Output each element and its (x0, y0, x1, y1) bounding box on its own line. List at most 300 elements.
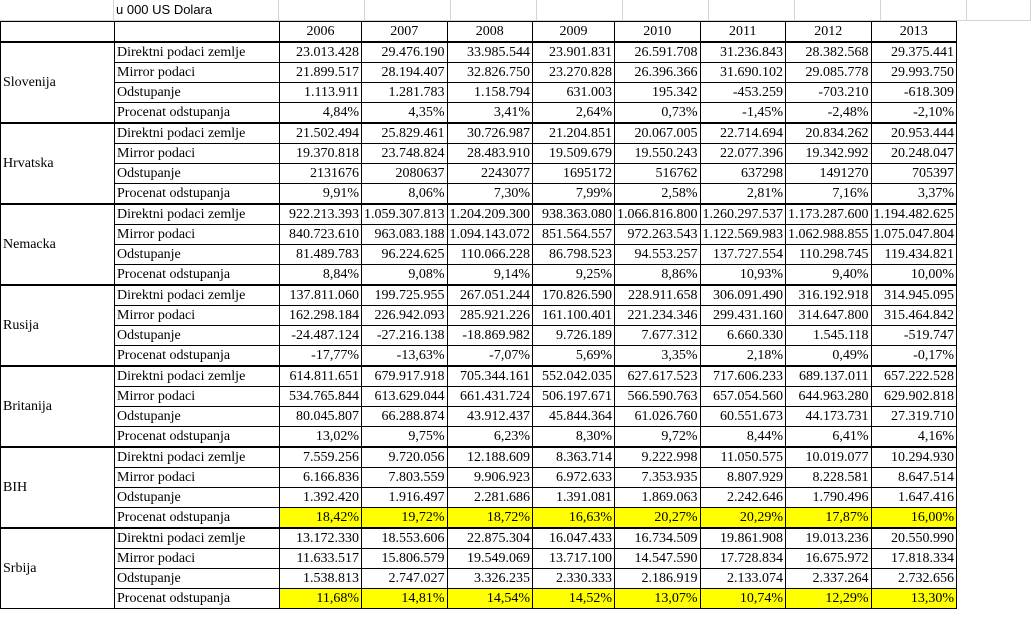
table-row (1, 225, 957, 245)
value-cell[interactable]: 12.188.609 (447, 447, 533, 468)
year-header[interactable]: 2011 (700, 22, 786, 43)
value-cell[interactable]: 226.942.093 (362, 306, 448, 326)
highlighted-value-cell[interactable]: 18,42% (280, 508, 362, 529)
value-cell[interactable]: 32.826.750 (447, 63, 533, 83)
value-cell[interactable]: 2.242.646 (700, 488, 786, 508)
value-cell[interactable]: 314.647.800 (786, 306, 872, 326)
row-label-cell[interactable]: Mirror podaci (115, 144, 280, 164)
row-label-cell[interactable]: Direktni podaci zemlje (115, 204, 280, 225)
highlighted-value-cell[interactable]: 10,74% (700, 589, 786, 609)
value-cell[interactable]: 137.811.060 (280, 285, 362, 306)
value-cell[interactable]: 657.222.528 (871, 366, 957, 387)
value-cell[interactable]: 6.972.633 (533, 468, 615, 488)
value-cell[interactable]: 4,84% (280, 103, 362, 124)
grid-cell[interactable] (279, 0, 365, 21)
value-cell[interactable]: 6,41% (786, 427, 872, 448)
value-cell[interactable]: 1.059.307.813 (362, 204, 448, 225)
value-cell[interactable]: 7.803.559 (362, 468, 448, 488)
value-cell[interactable]: 314.945.095 (871, 285, 957, 306)
value-cell[interactable]: -17,77% (280, 346, 362, 367)
value-cell[interactable]: 267.051.244 (447, 285, 533, 306)
value-cell[interactable]: 2243077 (447, 164, 533, 184)
value-cell[interactable]: 5,69% (533, 346, 615, 367)
row-label-cell[interactable]: Mirror podaci (115, 549, 280, 569)
value-cell[interactable]: 7,30% (447, 184, 533, 205)
value-cell[interactable]: 2.747.027 (362, 569, 448, 589)
value-cell[interactable]: 8,06% (362, 184, 448, 205)
grid-cell[interactable] (537, 0, 623, 21)
value-cell[interactable]: 1.194.482.625 (871, 204, 957, 225)
value-cell[interactable]: 23.748.824 (362, 144, 448, 164)
value-cell[interactable]: 0,49% (786, 346, 872, 367)
highlighted-value-cell[interactable]: 16,00% (871, 508, 957, 529)
value-cell[interactable]: 10.294.930 (871, 447, 957, 468)
value-cell[interactable]: 137.727.554 (700, 245, 786, 265)
value-cell[interactable]: 61.026.760 (615, 407, 701, 427)
value-cell[interactable]: 1.869.063 (615, 488, 701, 508)
value-cell[interactable]: 16.734.509 (615, 528, 701, 549)
value-cell[interactable]: -519.747 (871, 326, 957, 346)
value-cell[interactable]: 26.396.366 (615, 63, 701, 83)
value-cell[interactable]: 9.726.189 (533, 326, 615, 346)
value-cell[interactable]: 7,99% (533, 184, 615, 205)
value-cell[interactable]: 9,75% (362, 427, 448, 448)
value-cell[interactable]: 679.917.918 (362, 366, 448, 387)
value-cell[interactable]: 644.963.280 (786, 387, 872, 407)
value-cell[interactable]: 17.728.834 (700, 549, 786, 569)
value-cell[interactable]: 9,72% (615, 427, 701, 448)
value-cell[interactable]: 1.392.420 (280, 488, 362, 508)
value-cell[interactable]: 110.298.745 (786, 245, 872, 265)
value-cell[interactable]: 299.431.160 (700, 306, 786, 326)
country-cell[interactable]: Britanija (1, 366, 115, 447)
value-cell[interactable]: 506.197.671 (533, 387, 615, 407)
value-cell[interactable]: 13,02% (280, 427, 362, 448)
value-cell[interactable]: 552.042.035 (533, 366, 615, 387)
value-cell[interactable]: 3.326.235 (447, 569, 533, 589)
value-cell[interactable]: 29.476.190 (362, 42, 448, 63)
row-label-cell[interactable]: Mirror podaci (115, 63, 280, 83)
value-cell[interactable]: 8.363.714 (533, 447, 615, 468)
value-cell[interactable]: 23.270.828 (533, 63, 615, 83)
value-cell[interactable]: 14.547.590 (615, 549, 701, 569)
value-cell[interactable]: 2,81% (700, 184, 786, 205)
value-cell[interactable]: 19.549.069 (447, 549, 533, 569)
table-row (1, 407, 957, 427)
value-cell[interactable]: 9,14% (447, 265, 533, 286)
value-cell[interactable]: 2.732.656 (871, 569, 957, 589)
highlighted-value-cell[interactable]: 19,72% (362, 508, 448, 529)
table-row (1, 447, 957, 468)
value-cell[interactable]: 1.916.497 (362, 488, 448, 508)
table-row (1, 63, 957, 83)
value-cell[interactable]: 25.829.461 (362, 123, 448, 144)
value-cell[interactable]: 19.509.679 (533, 144, 615, 164)
value-cell[interactable]: 19.013.236 (786, 528, 872, 549)
value-cell[interactable]: 162.298.184 (280, 306, 362, 326)
value-cell[interactable]: 21.502.494 (280, 123, 362, 144)
row-label-cell[interactable]: Procenat odstupanja (115, 103, 280, 124)
value-cell[interactable]: 8,86% (615, 265, 701, 286)
value-cell[interactable]: 4,35% (362, 103, 448, 124)
value-cell[interactable]: 1.094.143.072 (447, 225, 533, 245)
value-cell[interactable]: 2.133.074 (700, 569, 786, 589)
country-cell[interactable]: Srbija (1, 528, 115, 609)
table-row (1, 245, 957, 265)
value-cell[interactable]: 20.248.047 (871, 144, 957, 164)
value-cell[interactable]: 7.559.256 (280, 447, 362, 468)
value-cell[interactable]: 22.875.304 (447, 528, 533, 549)
value-cell[interactable]: 195.342 (615, 83, 701, 103)
value-cell[interactable]: 8,84% (280, 265, 362, 286)
value-cell[interactable]: 19.550.243 (615, 144, 701, 164)
value-cell[interactable]: 9,25% (533, 265, 615, 286)
value-cell[interactable]: 8.647.514 (871, 468, 957, 488)
value-cell[interactable]: 28.194.407 (362, 63, 448, 83)
value-cell[interactable]: 1.545.118 (786, 326, 872, 346)
value-cell[interactable]: 21.899.517 (280, 63, 362, 83)
value-cell[interactable]: 1.066.816.800 (615, 204, 701, 225)
value-cell[interactable]: -2,10% (871, 103, 957, 124)
value-cell[interactable]: 1695172 (533, 164, 615, 184)
value-cell[interactable]: 6.166.836 (280, 468, 362, 488)
table-row (1, 184, 957, 205)
value-cell[interactable]: 657.054.560 (700, 387, 786, 407)
country-cell[interactable]: Rusija (1, 285, 115, 366)
year-header-row (1, 22, 957, 43)
value-cell[interactable]: 534.765.844 (280, 387, 362, 407)
value-cell[interactable]: 4,16% (871, 427, 957, 448)
value-cell[interactable]: 30.726.987 (447, 123, 533, 144)
table-row (1, 265, 957, 286)
value-cell[interactable]: 29.375.441 (871, 42, 957, 63)
grid-cell[interactable] (709, 0, 795, 21)
grid-cell[interactable] (451, 0, 537, 21)
value-cell[interactable]: 15.806.579 (362, 549, 448, 569)
value-cell[interactable]: 9,40% (786, 265, 872, 286)
value-cell[interactable]: 27.319.710 (871, 407, 957, 427)
value-cell[interactable]: 31.236.843 (700, 42, 786, 63)
value-cell[interactable]: 629.902.818 (871, 387, 957, 407)
value-cell[interactable]: 516762 (615, 164, 701, 184)
value-cell[interactable]: -618.309 (871, 83, 957, 103)
value-cell[interactable]: 22.714.694 (700, 123, 786, 144)
value-cell[interactable]: -24.487.124 (280, 326, 362, 346)
value-cell[interactable]: 20.550.990 (871, 528, 957, 549)
value-cell[interactable]: 2.281.686 (447, 488, 533, 508)
highlighted-value-cell[interactable]: 20,29% (700, 508, 786, 529)
value-cell[interactable]: 627.617.523 (615, 366, 701, 387)
value-cell[interactable]: -1,45% (700, 103, 786, 124)
value-cell[interactable]: 20.067.005 (615, 123, 701, 144)
value-cell[interactable]: 0,73% (615, 103, 701, 124)
value-cell[interactable]: 28.483.910 (447, 144, 533, 164)
row-label-cell[interactable]: Direktni podaci zemlje (115, 123, 280, 144)
value-cell[interactable]: 11.050.575 (700, 447, 786, 468)
value-cell[interactable]: 972.263.543 (615, 225, 701, 245)
value-cell[interactable]: 8.807.929 (700, 468, 786, 488)
value-cell[interactable]: 170.826.590 (533, 285, 615, 306)
highlighted-value-cell[interactable]: 14,54% (447, 589, 533, 609)
value-cell[interactable]: 10,00% (871, 265, 957, 286)
value-cell[interactable]: 1.538.813 (280, 569, 362, 589)
value-cell[interactable]: 18.553.606 (362, 528, 448, 549)
value-cell[interactable]: 2.330.333 (533, 569, 615, 589)
value-cell[interactable]: 631.003 (533, 83, 615, 103)
highlighted-value-cell[interactable]: 20,27% (615, 508, 701, 529)
value-cell[interactable]: 306.091.490 (700, 285, 786, 306)
row-label-cell[interactable]: Mirror podaci (115, 387, 280, 407)
table-row (1, 528, 957, 549)
value-cell[interactable]: 3,35% (615, 346, 701, 367)
value-cell[interactable]: 80.045.807 (280, 407, 362, 427)
value-cell[interactable]: 10,93% (700, 265, 786, 286)
value-cell[interactable]: 689.137.011 (786, 366, 872, 387)
value-cell[interactable]: 161.100.401 (533, 306, 615, 326)
year-header[interactable]: 2007 (362, 22, 448, 43)
value-cell[interactable]: 13.172.330 (280, 528, 362, 549)
title-row (0, 0, 1031, 22)
table-row (1, 123, 957, 144)
value-cell[interactable]: 1.062.988.855 (786, 225, 872, 245)
value-cell[interactable]: 9,91% (280, 184, 362, 205)
row-label-cell[interactable]: Procenat odstupanja (115, 346, 280, 367)
table-row (1, 366, 957, 387)
value-cell[interactable]: -18.869.982 (447, 326, 533, 346)
value-cell[interactable]: 228.911.658 (615, 285, 701, 306)
value-cell[interactable]: 1.790.496 (786, 488, 872, 508)
year-header[interactable]: 2009 (533, 22, 615, 43)
value-cell[interactable]: 8.228.581 (786, 468, 872, 488)
country-cell[interactable]: Hrvatska (1, 123, 115, 204)
value-cell[interactable]: 1.281.783 (362, 83, 448, 103)
value-cell[interactable]: 7.353.935 (615, 468, 701, 488)
row-label-cell[interactable]: Odstupanje (115, 83, 280, 103)
table-row (1, 387, 957, 407)
value-cell[interactable]: 9.222.998 (615, 447, 701, 468)
header-blank-cell[interactable] (1, 22, 115, 43)
row-label-cell[interactable]: Direktni podaci zemlje (115, 447, 280, 468)
year-header[interactable]: 2012 (786, 22, 872, 43)
value-cell[interactable]: 19.342.992 (786, 144, 872, 164)
value-cell[interactable]: -2,48% (786, 103, 872, 124)
value-cell[interactable]: 13.717.100 (533, 549, 615, 569)
value-cell[interactable]: 614.811.651 (280, 366, 362, 387)
value-cell[interactable]: 110.066.228 (447, 245, 533, 265)
table-row (1, 144, 957, 164)
row-label-cell[interactable]: Odstupanje (115, 326, 280, 346)
grid-cell[interactable] (623, 0, 709, 21)
country-cell[interactable]: Slovenija (1, 42, 115, 123)
value-cell[interactable]: 43.912.437 (447, 407, 533, 427)
value-cell[interactable]: 1.173.287.600 (786, 204, 872, 225)
grid-cell[interactable] (0, 0, 114, 21)
year-header[interactable]: 2013 (871, 22, 957, 43)
table-row (1, 306, 957, 326)
value-cell[interactable]: 9.906.923 (447, 468, 533, 488)
value-cell[interactable]: 922.213.393 (280, 204, 362, 225)
value-cell[interactable]: 221.234.346 (615, 306, 701, 326)
value-cell[interactable]: 6.660.330 (700, 326, 786, 346)
value-cell[interactable]: 1.391.081 (533, 488, 615, 508)
row-label-cell[interactable]: Odstupanje (115, 245, 280, 265)
value-cell[interactable]: 8,44% (700, 427, 786, 448)
highlighted-value-cell[interactable]: 16,63% (533, 508, 615, 529)
value-cell[interactable]: 22.077.396 (700, 144, 786, 164)
highlighted-value-cell[interactable]: 17,87% (786, 508, 872, 529)
value-cell[interactable]: 3,41% (447, 103, 533, 124)
value-cell[interactable]: 2.186.919 (615, 569, 701, 589)
value-cell[interactable]: 1.158.794 (447, 83, 533, 103)
value-cell[interactable]: 19.861.908 (700, 528, 786, 549)
row-label-cell[interactable]: Mirror podaci (115, 468, 280, 488)
value-cell[interactable]: 16.047.433 (533, 528, 615, 549)
row-label-cell[interactable]: Mirror podaci (115, 225, 280, 245)
row-label-cell[interactable]: Odstupanje (115, 164, 280, 184)
value-cell[interactable]: -27.216.138 (362, 326, 448, 346)
value-cell[interactable]: 119.434.821 (871, 245, 957, 265)
value-cell[interactable]: 613.629.044 (362, 387, 448, 407)
value-cell[interactable]: 2080637 (362, 164, 448, 184)
value-cell[interactable]: 661.431.724 (447, 387, 533, 407)
row-label-cell[interactable]: Odstupanje (115, 488, 280, 508)
value-cell[interactable]: 9.720.056 (362, 447, 448, 468)
value-cell[interactable]: 7.677.312 (615, 326, 701, 346)
value-cell[interactable]: 44.173.731 (786, 407, 872, 427)
value-cell[interactable]: 566.590.763 (615, 387, 701, 407)
row-label-cell[interactable]: Procenat odstupanja (115, 508, 280, 529)
highlighted-value-cell[interactable]: 13,30% (871, 589, 957, 609)
value-cell[interactable]: -13,63% (362, 346, 448, 367)
highlighted-value-cell[interactable]: 13,07% (615, 589, 701, 609)
grid-cell[interactable] (795, 0, 881, 21)
value-cell[interactable]: 10.019.077 (786, 447, 872, 468)
highlighted-value-cell[interactable]: 18,72% (447, 508, 533, 529)
value-cell[interactable]: 17.818.334 (871, 549, 957, 569)
row-label-cell[interactable]: Mirror podaci (115, 306, 280, 326)
value-cell[interactable]: 717.606.233 (700, 366, 786, 387)
table-body (1, 42, 957, 609)
year-header[interactable]: 2006 (280, 22, 362, 43)
row-label-cell[interactable]: Procenat odstupanja (115, 184, 280, 205)
value-cell[interactable]: 66.288.874 (362, 407, 448, 427)
value-cell[interactable]: -0,17% (871, 346, 957, 367)
value-cell[interactable]: 2.337.264 (786, 569, 872, 589)
value-cell[interactable]: 2,64% (533, 103, 615, 124)
year-header[interactable]: 2008 (447, 22, 533, 43)
value-cell[interactable]: 28.382.568 (786, 42, 872, 63)
value-cell[interactable]: 96.224.625 (362, 245, 448, 265)
highlighted-value-cell[interactable]: 14,52% (533, 589, 615, 609)
value-cell[interactable]: 29.085.778 (786, 63, 872, 83)
table-row (1, 164, 957, 184)
value-cell[interactable]: 7,16% (786, 184, 872, 205)
value-cell[interactable]: 16.675.972 (786, 549, 872, 569)
value-cell[interactable]: 6,23% (447, 427, 533, 448)
row-label-cell[interactable]: Direktni podaci zemlje (115, 42, 280, 63)
value-cell[interactable]: 26.591.708 (615, 42, 701, 63)
value-cell[interactable]: 938.363.080 (533, 204, 615, 225)
value-cell[interactable]: 851.564.557 (533, 225, 615, 245)
value-cell[interactable]: -703.210 (786, 83, 872, 103)
row-label-cell[interactable]: Procenat odstupanja (115, 589, 280, 609)
highlighted-value-cell[interactable]: 14,81% (362, 589, 448, 609)
table-row (1, 103, 957, 124)
value-cell[interactable]: 2,18% (700, 346, 786, 367)
value-cell[interactable]: 1.122.569.983 (700, 225, 786, 245)
value-cell[interactable]: 20.953.444 (871, 123, 957, 144)
value-cell[interactable]: -7,07% (447, 346, 533, 367)
value-cell[interactable]: 86.798.523 (533, 245, 615, 265)
value-cell[interactable]: 199.725.955 (362, 285, 448, 306)
highlighted-value-cell[interactable]: 12,29% (786, 589, 872, 609)
value-cell[interactable]: 316.192.918 (786, 285, 872, 306)
value-cell[interactable]: 1.260.297.537 (700, 204, 786, 225)
value-cell[interactable]: 2131676 (280, 164, 362, 184)
grid-cell[interactable] (365, 0, 451, 21)
value-cell[interactable]: 31.690.102 (700, 63, 786, 83)
highlighted-value-cell[interactable]: 11,68% (280, 589, 362, 609)
value-cell[interactable]: 1.075.047.804 (871, 225, 957, 245)
value-cell[interactable]: 9,08% (362, 265, 448, 286)
grid-cell[interactable] (967, 0, 1031, 21)
value-cell[interactable]: 3,37% (871, 184, 957, 205)
country-cell[interactable]: BIH (1, 447, 115, 528)
row-label-cell[interactable]: Procenat odstupanja (115, 265, 280, 286)
value-cell[interactable]: 705397 (871, 164, 957, 184)
value-cell[interactable]: 23.013.428 (280, 42, 362, 63)
value-cell[interactable]: 81.489.783 (280, 245, 362, 265)
value-cell[interactable]: 285.921.226 (447, 306, 533, 326)
unit-label: u 000 US Dolara (116, 2, 213, 17)
value-cell[interactable]: 315.464.842 (871, 306, 957, 326)
value-cell[interactable]: -453.259 (700, 83, 786, 103)
row-label-cell[interactable]: Odstupanje (115, 569, 280, 589)
value-cell[interactable]: 1.113.911 (280, 83, 362, 103)
row-label-cell[interactable]: Odstupanje (115, 407, 280, 427)
value-cell[interactable]: 8,30% (533, 427, 615, 448)
value-cell[interactable]: 21.204.851 (533, 123, 615, 144)
table-row (1, 589, 957, 609)
row-label-cell[interactable]: Direktni podaci zemlje (115, 528, 280, 549)
grid-cell[interactable] (881, 0, 967, 21)
row-label-cell[interactable]: Procenat odstupanja (115, 427, 280, 448)
value-cell[interactable]: 705.344.161 (447, 366, 533, 387)
value-cell[interactable]: 11.633.517 (280, 549, 362, 569)
value-cell[interactable]: 1491270 (786, 164, 872, 184)
value-cell[interactable]: 1.204.209.300 (447, 204, 533, 225)
country-cell[interactable]: Nemacka (1, 204, 115, 285)
value-cell[interactable]: 94.553.257 (615, 245, 701, 265)
row-label-cell[interactable]: Direktni podaci zemlje (115, 285, 280, 306)
value-cell[interactable]: 637298 (700, 164, 786, 184)
value-cell[interactable]: 840.723.610 (280, 225, 362, 245)
value-cell[interactable]: 1.647.416 (871, 488, 957, 508)
year-header[interactable]: 2010 (615, 22, 701, 43)
value-cell[interactable]: 33.985.544 (447, 42, 533, 63)
value-cell[interactable]: 29.993.750 (871, 63, 957, 83)
value-cell[interactable]: 2,58% (615, 184, 701, 205)
header-blank-cell[interactable] (115, 22, 280, 43)
value-cell[interactable]: 45.844.364 (533, 407, 615, 427)
value-cell[interactable]: 963.083.188 (362, 225, 448, 245)
value-cell[interactable]: 19.370.818 (280, 144, 362, 164)
table-row (1, 488, 957, 508)
value-cell[interactable]: 60.551.673 (700, 407, 786, 427)
row-label-cell[interactable]: Direktni podaci zemlje (115, 366, 280, 387)
value-cell[interactable]: 20.834.262 (786, 123, 872, 144)
value-cell[interactable]: 23.901.831 (533, 42, 615, 63)
